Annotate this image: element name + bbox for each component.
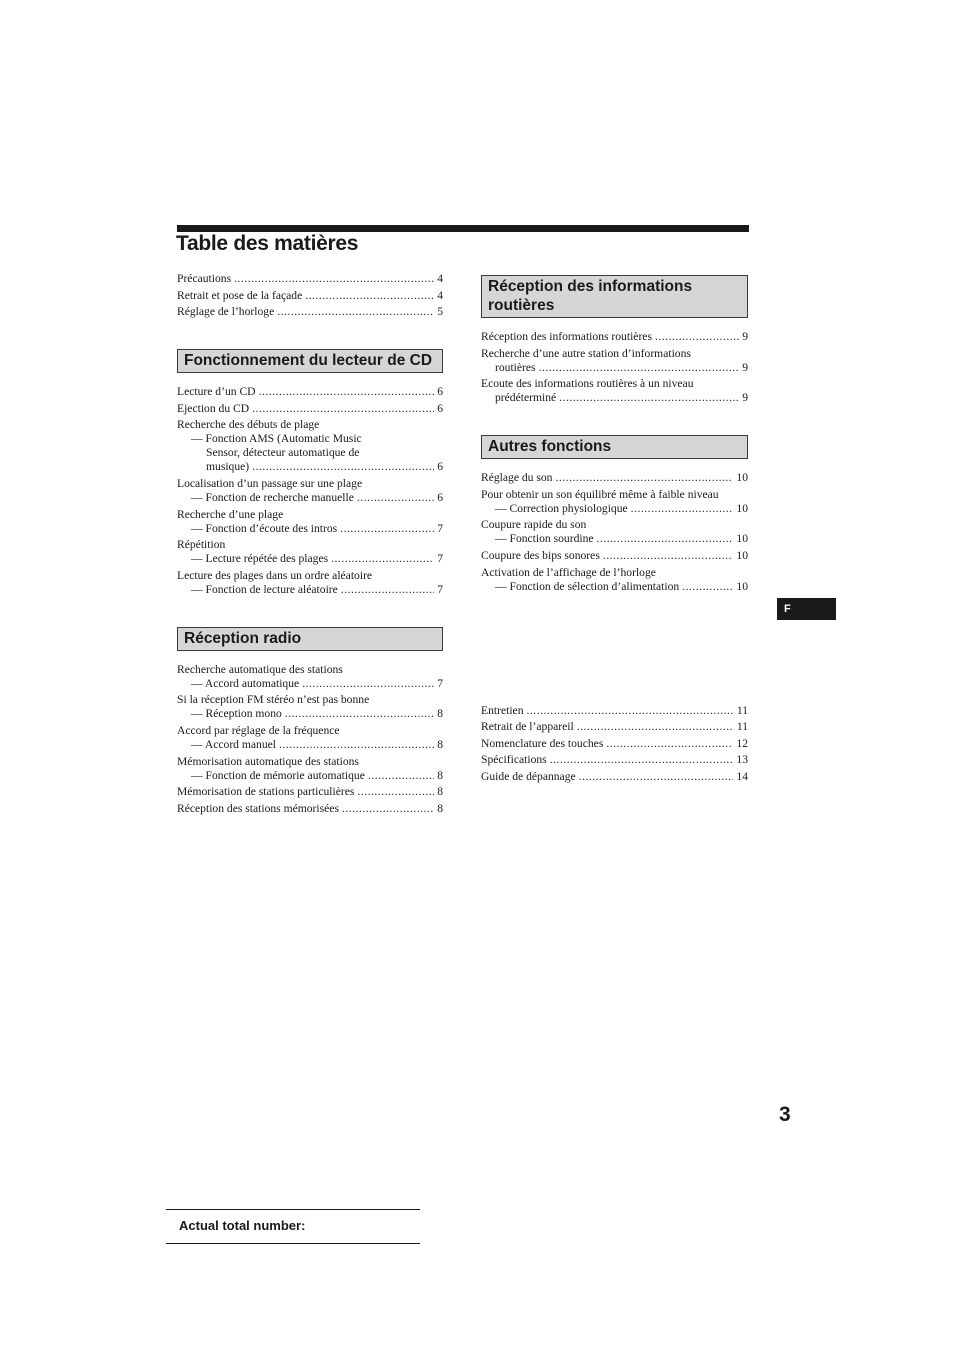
toc-entry[interactable]: [177, 785, 443, 799]
toc-entry-text: — Fonction d’écoute des intros: [191, 521, 338, 535]
toc-line: [177, 663, 443, 677]
toc-entry-text: Coupure rapide du son: [481, 518, 587, 532]
toc-column-right: [481, 275, 748, 787]
toc-entry[interactable]: [177, 402, 443, 416]
toc-line: [177, 305, 443, 319]
toc-entry-text: Coupure des bips sonores: [481, 548, 600, 562]
toc-line: [177, 552, 443, 566]
dot-leader: [603, 549, 734, 563]
toc-entry-text: — Fonction de sélection d’alimentation: [495, 579, 680, 593]
toc-line: [481, 488, 748, 502]
toc-page-number: 9: [742, 360, 748, 374]
dot-leader: [340, 522, 434, 536]
footer-label: Actual total number:: [179, 1218, 306, 1233]
toc-line: [177, 432, 443, 446]
toc-entry-text: Nomenclature des touches: [481, 736, 604, 750]
toc-line: [481, 347, 748, 361]
toc-page-number: 7: [437, 676, 443, 690]
toc-page-number: 14: [736, 769, 748, 783]
toc-entry[interactable]: [177, 755, 443, 783]
toc-page-number: 11: [736, 703, 748, 717]
dot-leader: [655, 330, 739, 344]
page-number: 3: [779, 1103, 791, 1126]
toc-entry[interactable]: [481, 770, 748, 784]
toc-line: [481, 377, 748, 391]
toc-entry-text: Recherche automatique des stations: [177, 662, 343, 676]
toc-page-number: 7: [437, 521, 443, 535]
toc-page-number: 9: [742, 330, 748, 343]
dot-leader: [279, 738, 434, 752]
dot-leader: [555, 471, 733, 485]
dot-leader: [559, 391, 739, 405]
toc-line: [177, 477, 443, 491]
toc-entry[interactable]: [481, 753, 748, 767]
language-tab: F: [777, 598, 836, 620]
toc-page-number: 6: [437, 490, 443, 504]
toc-line: [481, 330, 748, 344]
dot-leader: [357, 785, 434, 799]
toc-line: [177, 583, 443, 597]
toc-line: [177, 446, 443, 460]
toc-line: [177, 785, 443, 799]
toc-entry[interactable]: [177, 477, 443, 505]
toc-page-number: 8: [437, 707, 443, 721]
dot-leader: [606, 737, 733, 751]
toc-page-number: 10: [736, 579, 748, 593]
toc-line: [177, 402, 443, 416]
toc-group: [481, 704, 748, 784]
toc-line: [177, 724, 443, 738]
toc-entry-text: Pour obtenir un son équilibré même à faible niveau: [481, 487, 719, 501]
toc-entry[interactable]: [177, 663, 443, 691]
toc-entry[interactable]: [481, 566, 748, 594]
toc-entry[interactable]: [481, 549, 748, 563]
toc-line: [177, 272, 443, 286]
toc-line: [481, 502, 748, 516]
dot-leader: [597, 532, 734, 546]
toc-line: [481, 532, 748, 546]
dot-leader: [579, 770, 734, 784]
toc-line: [177, 385, 443, 399]
toc-entry-text: — Lecture répétée des plages: [191, 552, 329, 566]
section-heading: Réception des informations routières: [481, 275, 748, 318]
dot-leader: [357, 491, 434, 505]
toc-line: [481, 770, 748, 784]
toc-entry[interactable]: [481, 518, 748, 546]
toc-page-number: 8: [437, 768, 443, 782]
toc-line: [481, 566, 748, 580]
toc-page-number: 6: [437, 460, 443, 474]
toc-entry-text: Ejection du CD: [177, 401, 250, 415]
toc-line: [177, 508, 443, 522]
toc-page-number: 10: [736, 548, 748, 562]
toc-entry-text: Recherche d’une plage: [177, 507, 284, 521]
toc-line: [177, 677, 443, 691]
toc-entry-text: Réception des informations routières: [481, 330, 652, 343]
toc-entry-text: Réception des stations mémorisées: [177, 801, 339, 815]
toc-entry-text: Recherche des débuts de plage: [177, 418, 320, 432]
page-title: Table des matières: [176, 232, 359, 255]
dot-leader: [577, 720, 734, 734]
toc-entry-text: — Fonction de mémorie automatique: [191, 768, 365, 782]
toc-entry-text: Réglage du son: [481, 471, 553, 485]
dot-leader: [302, 677, 434, 691]
title-rule: [177, 225, 749, 232]
dot-leader: [550, 753, 734, 767]
toc-entry-text: Retrait et pose de la façade: [177, 288, 303, 302]
dot-leader: [539, 361, 740, 375]
toc-line: [481, 720, 748, 734]
toc-entry-text: — Fonction AMS (Automatic Music: [191, 432, 362, 446]
toc-entry[interactable]: [177, 569, 443, 597]
toc-entry[interactable]: [481, 737, 748, 751]
dot-leader: [527, 704, 734, 718]
toc-entry-text: Mémorisation automatique des stations: [177, 754, 359, 768]
toc-line: [481, 391, 748, 405]
toc-entry[interactable]: [177, 289, 443, 303]
dot-leader: [682, 580, 733, 594]
toc-line: [177, 522, 443, 536]
dot-leader: [342, 802, 434, 816]
toc-line: [481, 737, 748, 751]
dot-leader: [305, 289, 434, 303]
toc-entry[interactable]: [177, 693, 443, 721]
toc-entry-text: Accord par réglage de la fréquence: [177, 723, 340, 737]
dot-leader: [285, 707, 434, 721]
toc-entry[interactable]: [481, 471, 748, 485]
toc-page-number: 8: [437, 737, 443, 751]
toc-page-number: 12: [736, 736, 748, 750]
toc-entry[interactable]: [177, 538, 443, 566]
toc-entry-text: — Fonction sourdine: [495, 532, 594, 546]
toc-line: [177, 738, 443, 752]
dot-leader: [631, 502, 734, 516]
toc-entry[interactable]: [481, 720, 748, 734]
toc-line: [481, 580, 748, 594]
toc-line: [481, 549, 748, 563]
toc-entry-text: Répétition: [177, 538, 226, 552]
toc-page-number: 10: [736, 471, 748, 485]
toc-page-number: 4: [437, 272, 443, 285]
toc-entry[interactable]: [177, 802, 443, 816]
toc-section: [177, 349, 443, 597]
toc-section: [481, 435, 748, 593]
toc-column-left: [177, 272, 443, 818]
toc-line: [481, 753, 748, 767]
toc-line: [177, 460, 443, 474]
toc-entry[interactable]: [481, 377, 748, 405]
toc-page-number: 10: [736, 532, 748, 546]
toc-page-number: 7: [437, 552, 443, 566]
toc-entry-text: — Réception mono: [191, 707, 282, 721]
toc-entry-text: Guide de dépannage: [481, 769, 576, 783]
toc-page-number: 10: [736, 501, 748, 515]
dot-leader: [259, 385, 435, 399]
toc-line: [177, 491, 443, 505]
toc-line: [481, 361, 748, 375]
toc-entry-text: Sensor, détecteur automatique de: [206, 446, 360, 460]
toc-entry-text: — Accord manuel: [191, 737, 276, 751]
toc-entry[interactable]: [177, 418, 443, 474]
toc-entry[interactable]: [177, 272, 443, 286]
toc-line: [481, 471, 748, 485]
toc-page-number: 8: [437, 801, 443, 815]
toc-line: [177, 769, 443, 783]
toc-page-number: 5: [437, 305, 443, 319]
toc-line: [177, 569, 443, 583]
toc-entry-text: Ecoute des informations routières à un niveau: [481, 377, 694, 391]
toc-line: [177, 693, 443, 707]
dot-leader: [368, 769, 434, 783]
toc-group: [177, 272, 443, 319]
toc-page-number: 8: [437, 785, 443, 799]
toc-entry[interactable]: [481, 330, 748, 344]
toc-line: [177, 707, 443, 721]
toc-entry[interactable]: [481, 347, 748, 375]
toc-line: [177, 289, 443, 303]
toc-entry-text: Lecture d’un CD: [177, 385, 256, 399]
dot-leader: [277, 305, 434, 319]
toc-page-number: 6: [437, 401, 443, 415]
toc-line: [177, 418, 443, 432]
section-heading: Fonctionnement du lecteur de CD: [177, 349, 443, 373]
toc-line: [177, 755, 443, 769]
toc-page-number: 9: [742, 391, 748, 405]
toc-line: [481, 704, 748, 718]
toc-entry[interactable]: [481, 488, 748, 516]
toc-entry-text: Retrait de l’appareil: [481, 720, 574, 734]
dot-leader: [252, 402, 434, 416]
dot-leader: [252, 460, 434, 474]
toc-line: [177, 802, 443, 816]
section-heading: Réception radio: [177, 627, 443, 651]
toc-entry[interactable]: [481, 704, 748, 718]
toc-entry-text: Réglage de l’horloge: [177, 305, 275, 319]
toc-entry[interactable]: [177, 385, 443, 399]
dot-leader: [331, 552, 434, 566]
toc-line: [177, 538, 443, 552]
toc-page-number: 6: [437, 385, 443, 399]
toc-entry-text: prédéterminé: [495, 391, 557, 405]
toc-page-number: 11: [736, 720, 748, 734]
toc-entry-text: — Fonction de recherche manuelle: [191, 490, 354, 504]
toc-entry-text: Si la réception FM stéréo n’est pas bonne: [177, 693, 370, 707]
toc-entry-text: Spécifications: [481, 753, 547, 767]
toc-entry-text: routières: [495, 360, 536, 374]
dot-leader: [341, 583, 434, 597]
toc-entry[interactable]: [177, 305, 443, 319]
toc-entry-text: — Fonction de lecture aléatoire: [191, 582, 338, 596]
toc-entry[interactable]: [177, 508, 443, 536]
toc-entry-text: — Correction physiologique: [495, 501, 628, 515]
toc-entry-text: — Accord automatique: [191, 676, 300, 690]
toc-page-number: 7: [437, 582, 443, 596]
toc-section: [481, 275, 748, 405]
section-heading: Autres fonctions: [481, 435, 748, 459]
toc-entry-text: Activation de l’affichage de l’horloge: [481, 565, 656, 579]
toc-line: [481, 518, 748, 532]
toc-entry-text: Mémorisation de stations particulières: [177, 785, 355, 799]
toc-entry-text: musique): [206, 460, 250, 474]
toc-entry-text: Entretien: [481, 703, 524, 717]
toc-entry-text: Lecture des plages dans un ordre aléatoire: [177, 568, 373, 582]
toc-entry-text: Recherche d’une autre station d’informations: [481, 346, 691, 360]
toc-entry-text: Localisation d’un passage sur une plage: [177, 476, 363, 490]
toc-entry[interactable]: [177, 724, 443, 752]
toc-page-number: 13: [736, 753, 748, 767]
footer-total-box: [166, 1209, 420, 1244]
toc-page-number: 4: [437, 288, 443, 302]
dot-leader: [234, 272, 434, 286]
toc-entry-text: Précautions: [177, 272, 232, 285]
toc-section: [177, 627, 443, 816]
